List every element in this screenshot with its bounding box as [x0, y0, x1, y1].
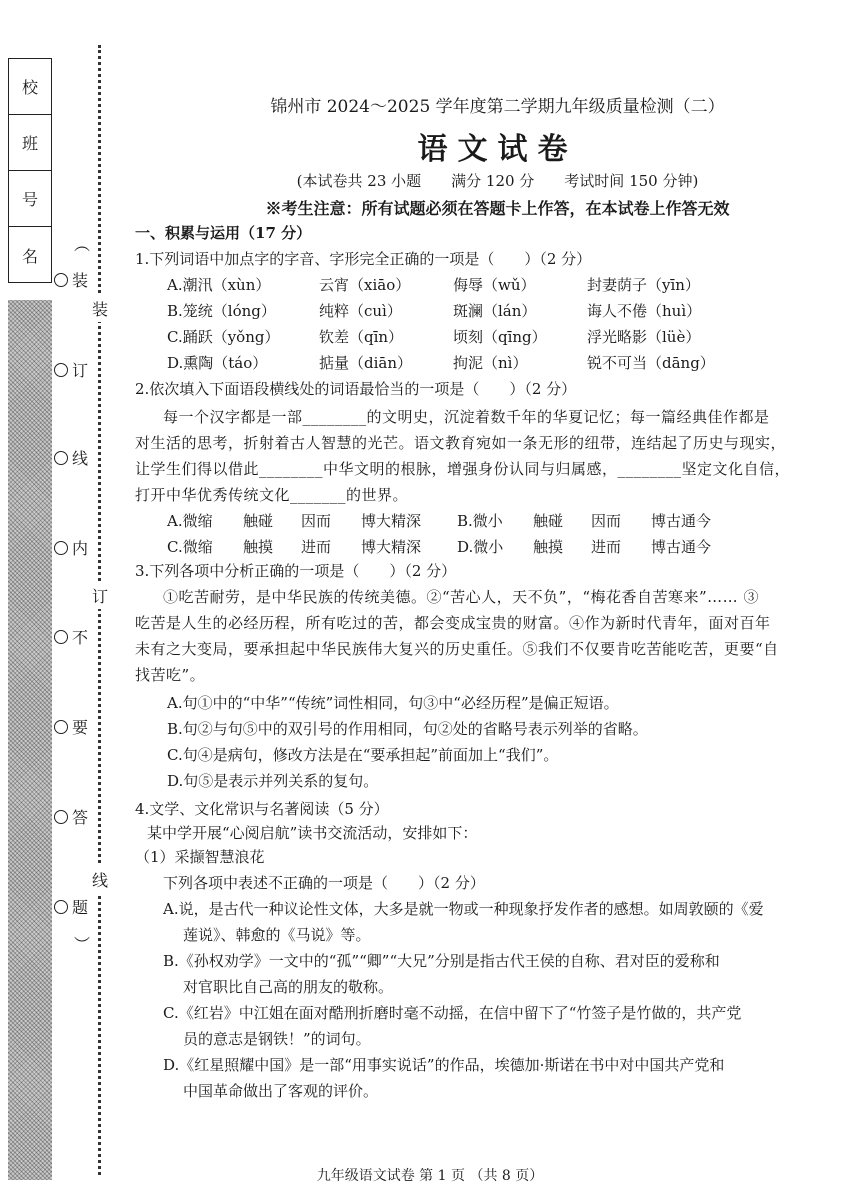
q3-passage-line: 找苦吃”。: [135, 666, 206, 684]
binding-hatch-strip: [8, 300, 52, 1180]
q1-option: 拘泥（nì）: [453, 354, 528, 372]
seal-char-ding: 订: [92, 582, 108, 609]
seal-circle-icon: [54, 451, 68, 465]
seal-circle-icon: [54, 810, 68, 824]
q2-option: 触摸: [533, 538, 564, 556]
q4-option-line: B.《孙权劝学》一文中的“孤”“卿”“大兄”分别是指古代王侯的自称、君对臣的爱称和: [163, 952, 720, 970]
q1-option: D.熏陶（táo）: [167, 354, 268, 372]
q1-option: 封妻荫子（yīn）: [587, 276, 700, 294]
q1-option: 掂量（diān）: [319, 354, 413, 372]
q2-option: 博古通今: [651, 538, 712, 556]
side-paren-close: ︶: [74, 935, 91, 954]
q1-option: 锐不可当（dāng）: [587, 354, 715, 372]
q2-stem: 2.依次填入下面语段横线处的词语最恰当的一项是（ ）（2 分）: [135, 380, 577, 398]
side-paren-open: ︵: [74, 235, 91, 254]
seal-marker: 装: [54, 268, 88, 291]
q1-option: C.踊跃（yǒng）: [167, 328, 280, 346]
q2-option: 触碰: [533, 512, 564, 530]
q3-option: B.句②与句⑤中的双引号的作用相同，句②处的省略号表示列举的省略。: [167, 720, 648, 738]
q2-passage-line: 对生活的思考，折射着古人智慧的光芒。语文教育宛如一条无形的纽带，连结起了历史与现实，: [135, 434, 787, 452]
q2-option: D.微小: [457, 538, 504, 556]
q1-option: 斑澜（lán）: [453, 302, 537, 320]
q2-option: 因而: [591, 512, 622, 530]
q4-option-line: 员的意志是钢铁！”的词句。: [183, 1030, 371, 1048]
q3-option: C.句④是病句，修改方法是在“要承担起”前面加上“我们”。: [167, 746, 559, 764]
q1-option: 诲人不倦（huì）: [587, 302, 702, 320]
page-footer: 九年级语文试卷 第 1 页 （共 8 页）: [316, 1168, 544, 1184]
section-heading: 一、积累与运用（17 分）: [135, 224, 312, 242]
seal-marker: 线: [54, 446, 88, 469]
seal-circle-icon: [54, 720, 68, 734]
q1-option: 侮辱（wǔ）: [453, 276, 536, 294]
q4-intro: 某中学开展“心阅启航”读书交流活动，安排如下：: [147, 824, 478, 842]
q4-option-line: 中国革命做出了客观的评价。: [183, 1082, 379, 1100]
q2-option: 博大精深: [361, 512, 422, 530]
q4-option-line: C.《红岩》中江姐在面对酷刑折磨时毫不动摇，在信中留下了“竹签子是竹做的，共产党: [163, 1004, 742, 1022]
q3-stem: 3.下列各项中分析正确的一项是（ ）（2 分）: [135, 562, 457, 580]
q4-part1-title: （1）采撷智慧浪花: [135, 848, 265, 866]
seal-marker: 题: [54, 895, 88, 918]
q3-option: A.句①中的“中华”“传统”词性相同，句③中“必经历程”是偏正短语。: [167, 694, 619, 712]
seal-circle-icon: [54, 630, 68, 644]
q2-option: 进而: [591, 538, 622, 556]
q4-stem: 4.文学、文化常识与名著阅读（5 分）: [135, 800, 389, 818]
seal-marker: 订: [54, 358, 88, 381]
exam-title: 锦州市 2024～2025 学年度第二学期九年级质量检测（二）: [270, 97, 725, 117]
seal-dotted-line: [98, 45, 101, 1175]
q2-option: A.微缩: [167, 512, 213, 530]
q2-option: 触摸: [243, 538, 274, 556]
q1-stem: 1.下列词语中加点字的字音、字形完全正确的一项是（ ）（2 分）: [135, 250, 592, 268]
seal-marker: 内: [54, 536, 88, 559]
q4-option-line: D.《红星照耀中国》是一部“用事实说话”的作品，埃德加·斯诺在书中对中国共产党和: [163, 1056, 725, 1074]
info-label-name: 名: [21, 246, 38, 266]
seal-marker: 要: [54, 715, 88, 738]
q3-passage-line: 吃苦是人生的必经历程，所有吃过的苦，都会变成宝贵的财富。④作为新时代青年，面对百年: [135, 614, 771, 632]
seal-circle-icon: [54, 541, 68, 555]
q1-option: 云宵（xiāo）: [319, 276, 411, 294]
exam-info: (本试卷共 23 小题 满分 120 分 考试时间 150 分钟): [296, 172, 699, 190]
q2-option: C.微缩: [167, 538, 213, 556]
q1-option: B.笼统（lóng）: [167, 302, 276, 320]
info-label-class: 班: [9, 115, 51, 171]
info-label-number: 号: [9, 171, 51, 227]
q2-passage-line: 让学生们得以借此________中华文明的根脉，增强身份认同与归属感，________坚定文化自信，: [135, 460, 791, 478]
q2-option: B.微小: [457, 512, 503, 530]
q1-option: A.潮汛（xùn）: [167, 276, 271, 294]
q2-passage-line: 每一个汉字都是一部________的文明史，沉淀着数千年的华夏记忆；每一篇经典佳作都是: [163, 408, 770, 426]
q2-option: 因而: [301, 512, 332, 530]
q3-passage-line: 未有之大变局，要承担起中华民族伟大复兴的历史重任。⑤我们不仅要肯吃苦能吃苦，更要“自: [135, 640, 779, 658]
seal-marker: 答: [54, 805, 88, 828]
seal-circle-icon: [54, 900, 68, 914]
q4-option-line: A.说，是古代一种议论性文体，大多是就一物或一种现象抒发作者的感想。如周敦颐的《爱: [163, 900, 764, 918]
q3-option: D.句⑤是表示并列关系的复句。: [167, 772, 379, 790]
seal-circle-icon: [54, 273, 68, 287]
seal-marker: 不: [54, 625, 88, 648]
q1-option: 浮光略影（lüè）: [587, 328, 701, 346]
seal-circle-icon: [54, 363, 68, 377]
q1-option: 钦差（qīn）: [319, 328, 404, 346]
student-info-box: [8, 58, 52, 283]
subject-title: 语文试卷: [417, 132, 578, 167]
info-label-school: 校: [9, 59, 51, 115]
q3-passage-line: ①吃苦耐劳，是中华民族的传统美德。②“苦心人，天不负”，“梅花香自苦寒来”…… ③: [163, 588, 759, 606]
q2-passage-line: 打开中华优秀传统文化_______的世界。: [135, 486, 409, 504]
q2-option: 进而: [301, 538, 332, 556]
q2-option: 触碰: [243, 512, 274, 530]
q2-option: 博大精深: [361, 538, 422, 556]
notice: ※考生注意：所有试题必须在答题卡上作答，在本试卷上作答无效: [265, 199, 730, 218]
seal-char-xian: 线: [92, 866, 108, 893]
q4-option-line: 对官职比自己高的朋友的敬称。: [183, 978, 394, 996]
q4-part1-stem: 下列各项中表述不正确的一项是（ ）（2 分）: [163, 874, 485, 892]
q1-option: 顷刻（qīng）: [453, 328, 547, 346]
q2-option: 博古通今: [651, 512, 712, 530]
q1-option: 纯粹（cuì）: [319, 302, 402, 320]
seal-char-zhuang: 装: [92, 295, 108, 322]
q4-option-line: 莲说》、韩愈的《马说》等。: [183, 926, 371, 944]
